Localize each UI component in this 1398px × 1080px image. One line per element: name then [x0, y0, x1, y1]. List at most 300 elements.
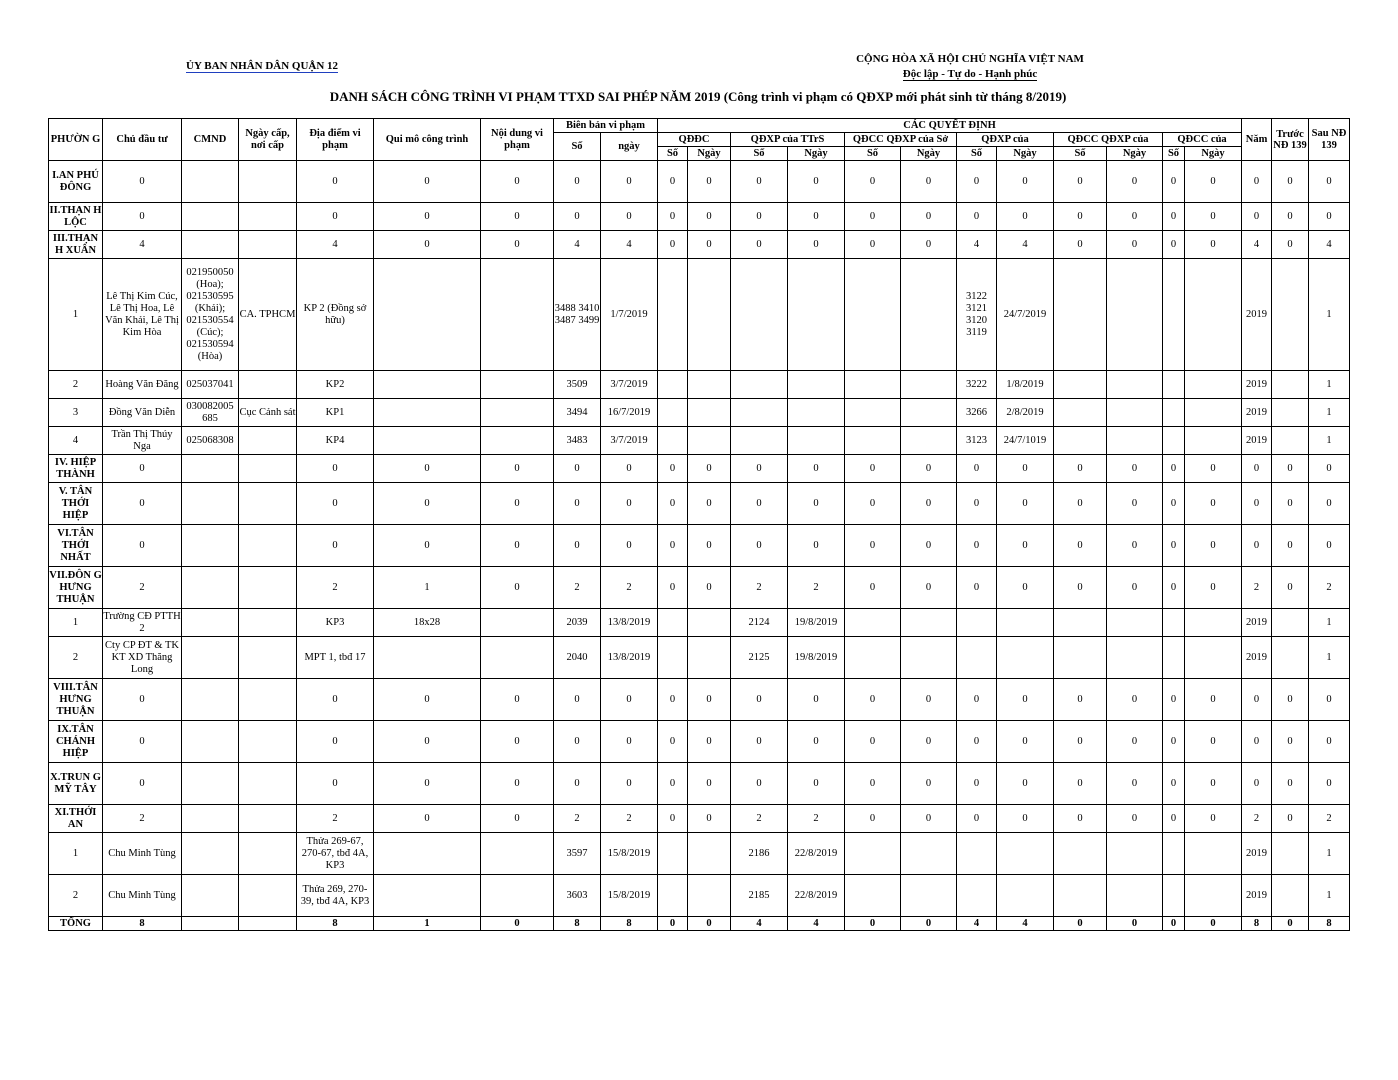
table-cell: II.THẠN H LỘC	[49, 203, 103, 231]
table-cell: 0	[1163, 567, 1185, 609]
table-cell	[901, 399, 957, 427]
table-cell	[901, 609, 957, 637]
table-cell: 0	[1107, 161, 1163, 203]
table-cell	[182, 609, 239, 637]
table-cell: 0	[658, 805, 688, 833]
table-cell: 16/7/2019	[601, 399, 658, 427]
table-cell: 0	[788, 763, 845, 805]
table-cell: 0	[957, 483, 997, 525]
table-cell: 0	[374, 455, 481, 483]
table-cell: 0	[845, 721, 901, 763]
table-cell	[845, 399, 901, 427]
table-cell	[1185, 833, 1242, 875]
table-cell: 0	[688, 763, 731, 805]
table-cell: 0	[688, 231, 731, 259]
table-cell: 4	[601, 231, 658, 259]
col-bb-so: Số	[554, 133, 601, 161]
table-cell: 0	[845, 917, 901, 931]
table-cell: 0	[554, 721, 601, 763]
table-cell	[1107, 399, 1163, 427]
table-cell	[239, 455, 297, 483]
table-cell	[239, 609, 297, 637]
table-cell	[788, 259, 845, 371]
table-cell: 0	[103, 763, 182, 805]
sub-ngay: Ngày	[901, 147, 957, 161]
table-cell: 1	[49, 259, 103, 371]
table-cell	[845, 875, 901, 917]
table-cell: 0	[103, 203, 182, 231]
table-cell	[658, 371, 688, 399]
table-cell	[997, 833, 1054, 875]
table-cell: 0	[731, 231, 788, 259]
table-cell: 18x28	[374, 609, 481, 637]
table-cell: 0	[103, 679, 182, 721]
table-cell	[1107, 427, 1163, 455]
table-cell: 0	[1185, 203, 1242, 231]
table-cell: 2185	[731, 875, 788, 917]
table-cell: 4	[1242, 231, 1272, 259]
table-cell: 0	[731, 525, 788, 567]
col-qdxp-ttrs: QĐXP của TTrS	[731, 133, 845, 147]
col-bien-ban: Biên bản vi phạm	[554, 119, 658, 133]
table-cell: 0	[1107, 567, 1163, 609]
table-cell: 0	[788, 231, 845, 259]
table-cell	[481, 833, 554, 875]
table-cell: 0	[688, 721, 731, 763]
table-cell: 2/8/2019	[997, 399, 1054, 427]
table-cell: 2	[49, 371, 103, 399]
table-cell: 8	[103, 917, 182, 931]
table-cell: 0	[658, 679, 688, 721]
table-cell: 2	[731, 805, 788, 833]
table-cell: 0	[601, 721, 658, 763]
table-cell	[1107, 637, 1163, 679]
table-cell: 025068308	[182, 427, 239, 455]
table-cell: 0	[481, 525, 554, 567]
table-cell	[658, 609, 688, 637]
table-cell	[374, 371, 481, 399]
table-cell: 0	[788, 161, 845, 203]
table-cell	[182, 483, 239, 525]
sub-ngay: Ngày	[997, 147, 1054, 161]
table-cell: 0	[374, 203, 481, 231]
table-cell: 1	[374, 917, 481, 931]
table-cell: 0	[481, 679, 554, 721]
table-cell	[688, 399, 731, 427]
table-cell	[997, 609, 1054, 637]
table-cell: 0	[601, 455, 658, 483]
table-cell	[1163, 833, 1185, 875]
table-cell: 2019	[1242, 637, 1272, 679]
table-cell: 0	[688, 455, 731, 483]
table-cell: 0	[845, 805, 901, 833]
table-cell	[731, 399, 788, 427]
table-cell	[182, 637, 239, 679]
table-cell	[658, 399, 688, 427]
table-cell	[239, 763, 297, 805]
table-cell	[957, 875, 997, 917]
table-cell	[688, 637, 731, 679]
table-cell	[688, 259, 731, 371]
table-cell	[901, 371, 957, 399]
table-cell: VII.ĐÔN G HƯNG THUẬN	[49, 567, 103, 609]
table-cell: 0	[901, 455, 957, 483]
table-cell: 0	[297, 455, 374, 483]
table-cell	[1272, 259, 1309, 371]
table-cell: 8	[601, 917, 658, 931]
table-cell: 0	[481, 763, 554, 805]
table-cell: 2186	[731, 833, 788, 875]
table-cell: 3483	[554, 427, 601, 455]
group-row	[49, 483, 1350, 525]
table-cell: 0	[731, 483, 788, 525]
table-cell: X.TRUN G MỸ TÂY	[49, 763, 103, 805]
table-cell	[1107, 371, 1163, 399]
table-cell: V. TÂN THỚI HIỆP	[49, 483, 103, 525]
table-cell: 0	[688, 483, 731, 525]
table-cell	[1054, 833, 1107, 875]
table-cell: 2	[297, 567, 374, 609]
col-cmnd: CMND	[182, 119, 239, 161]
table-cell	[901, 427, 957, 455]
table-cell: KP2	[297, 371, 374, 399]
table-cell: 0	[845, 567, 901, 609]
table-cell: 0	[1054, 455, 1107, 483]
table-cell: Lê Thị Kim Cúc, Lê Thị Hoa, Lê Văn Khải, Lê Thị Kim Hòa	[103, 259, 182, 371]
table-cell	[688, 833, 731, 875]
table-cell: Cty CP ĐT & TK KT XD Thăng Long	[103, 637, 182, 679]
table-cell: Trần Thị Thúy Nga	[103, 427, 182, 455]
table-cell	[239, 875, 297, 917]
group-row	[49, 455, 1350, 483]
table-cell: 15/8/2019	[601, 833, 658, 875]
group-row	[49, 721, 1350, 763]
table-cell: 3488 3410 3487 3499	[554, 259, 601, 371]
table-cell: 0	[1309, 525, 1350, 567]
table-cell	[239, 483, 297, 525]
group-row	[49, 679, 1350, 721]
table-cell: 0	[1054, 917, 1107, 931]
sub-so: Số	[1054, 147, 1107, 161]
table-cell: 0	[1309, 679, 1350, 721]
table-cell: 0	[374, 231, 481, 259]
table-cell: 4	[997, 231, 1054, 259]
table-cell: 0	[901, 805, 957, 833]
table-cell: 0	[731, 203, 788, 231]
table-cell: 0	[688, 525, 731, 567]
table-cell	[182, 567, 239, 609]
table-cell: 4	[957, 231, 997, 259]
table-cell: 0	[845, 231, 901, 259]
table-cell: 0	[1242, 203, 1272, 231]
table-cell: 0	[658, 721, 688, 763]
table-cell: 13/8/2019	[601, 609, 658, 637]
table-cell: 2	[788, 567, 845, 609]
table-cell: 0	[901, 567, 957, 609]
table-cell: 0	[554, 203, 601, 231]
table-cell: 0	[731, 679, 788, 721]
table-cell: 0	[901, 679, 957, 721]
table-cell: 0	[901, 203, 957, 231]
group-row	[49, 567, 1350, 609]
table-cell: 8	[554, 917, 601, 931]
table-cell	[901, 259, 957, 371]
table-cell: 1	[1309, 609, 1350, 637]
table-cell: 0	[845, 763, 901, 805]
table-cell: 2	[103, 805, 182, 833]
table-cell	[957, 609, 997, 637]
table-cell: 0	[658, 203, 688, 231]
table-cell: 0	[601, 203, 658, 231]
table-cell: 0	[1185, 805, 1242, 833]
table-cell: 2	[601, 805, 658, 833]
table-cell: 0	[1242, 679, 1272, 721]
table-cell: 2	[103, 567, 182, 609]
table-cell	[1185, 399, 1242, 427]
table-cell	[901, 637, 957, 679]
table-cell: 0	[1185, 231, 1242, 259]
table-cell: 0	[688, 805, 731, 833]
col-qddc: QĐĐC	[658, 133, 731, 147]
table-cell: 0	[957, 161, 997, 203]
table-cell	[1272, 609, 1309, 637]
table-cell	[997, 637, 1054, 679]
table-cell: 1	[49, 609, 103, 637]
table-cell: 1	[374, 567, 481, 609]
table-cell: 0	[997, 805, 1054, 833]
table-cell: 2	[1242, 567, 1272, 609]
table-cell	[182, 805, 239, 833]
table-cell: 0	[1242, 483, 1272, 525]
table-cell	[239, 721, 297, 763]
table-cell: 0	[554, 679, 601, 721]
table-cell	[182, 161, 239, 203]
col-qui-mo: Qui mô công trình	[374, 119, 481, 161]
table-cell: 0	[658, 483, 688, 525]
table-cell: 2019	[1242, 371, 1272, 399]
table-cell: 0	[1242, 763, 1272, 805]
table-cell: Chu Minh Tùng	[103, 833, 182, 875]
table-cell: 0	[1163, 483, 1185, 525]
table-cell: 0	[997, 721, 1054, 763]
table-cell	[481, 609, 554, 637]
table-cell: 0	[1309, 161, 1350, 203]
table-cell: 0	[1054, 567, 1107, 609]
table-cell	[1163, 371, 1185, 399]
table-cell: 0	[1272, 805, 1309, 833]
table-cell	[1272, 875, 1309, 917]
table-cell: 0	[554, 525, 601, 567]
table-cell: 0	[1163, 917, 1185, 931]
table-cell: 2	[1309, 567, 1350, 609]
document-title: DANH SÁCH CÔNG TRÌNH VI PHẠM TTXD SAI PHÉP NĂM 2019 (Công trình vi phạm có QĐXP mới phát sinh từ tháng 8/2019)	[329, 89, 1067, 104]
sub-so: Số	[845, 147, 901, 161]
table-cell: 4	[731, 917, 788, 931]
sub-so: Số	[1163, 147, 1185, 161]
table-cell: 0	[1185, 763, 1242, 805]
table-cell: 0	[481, 567, 554, 609]
table-cell: 19/8/2019	[788, 637, 845, 679]
table-cell: 0	[601, 161, 658, 203]
table-cell	[997, 875, 1054, 917]
table-cell: 0	[901, 721, 957, 763]
table-cell	[845, 833, 901, 875]
table-cell: 0	[1163, 679, 1185, 721]
table-cell: 3597	[554, 833, 601, 875]
table-cell: 0	[845, 203, 901, 231]
table-cell: 19/8/2019	[788, 609, 845, 637]
table-cell: 0	[658, 161, 688, 203]
table-cell	[182, 917, 239, 931]
table-cell: 0	[374, 161, 481, 203]
table-cell: 0	[1185, 161, 1242, 203]
table-cell: 2019	[1242, 399, 1272, 427]
table-cell: 0	[658, 567, 688, 609]
table-cell: 2039	[554, 609, 601, 637]
table-cell: 0	[374, 525, 481, 567]
table-cell: 0	[1107, 721, 1163, 763]
group-row	[49, 161, 1350, 203]
table-cell: 0	[658, 763, 688, 805]
col-cac-quyet-dinh: CÁC QUYẾT ĐỊNH	[658, 119, 1242, 133]
table-cell	[1272, 371, 1309, 399]
table-cell: Thửa 269-67, 270-67, tbđ 4A, KP3	[297, 833, 374, 875]
table-cell: 0	[481, 721, 554, 763]
table-cell	[1163, 609, 1185, 637]
table-cell: 0	[1309, 483, 1350, 525]
table-cell: KP 2 (Đồng sở hữu)	[297, 259, 374, 371]
table-cell	[239, 805, 297, 833]
table-cell: 0	[957, 455, 997, 483]
table-cell: 0	[957, 679, 997, 721]
table-cell	[658, 875, 688, 917]
table-cell	[239, 371, 297, 399]
table-cell: 0	[374, 483, 481, 525]
table-cell	[239, 525, 297, 567]
table-cell: 0	[297, 203, 374, 231]
table-cell: 0	[997, 679, 1054, 721]
table-cell: 0	[1163, 805, 1185, 833]
table-cell: 4	[297, 231, 374, 259]
table-cell: 0	[601, 525, 658, 567]
table-cell	[239, 833, 297, 875]
table-cell	[239, 637, 297, 679]
table-cell: 0	[731, 161, 788, 203]
table-cell: 0	[997, 455, 1054, 483]
table-cell: 2	[49, 875, 103, 917]
table-cell	[239, 231, 297, 259]
table-cell: 0	[1272, 455, 1309, 483]
col-chu-dau-tu: Chủ đầu tư	[103, 119, 182, 161]
table-cell: 0	[481, 805, 554, 833]
col-dia-diem: Địa điểm vi phạm	[297, 119, 374, 161]
table-cell: 0	[1107, 455, 1163, 483]
table-cell	[1107, 875, 1163, 917]
table-cell	[1272, 427, 1309, 455]
col-qdcc-qdxp-so: QĐCC QĐXP của Sở	[845, 133, 957, 147]
table-cell: 24/7/2019	[997, 259, 1054, 371]
table-cell: XI.THỚI AN	[49, 805, 103, 833]
table-row	[49, 259, 1350, 371]
table-cell: 4	[49, 427, 103, 455]
table-cell: 22/8/2019	[788, 833, 845, 875]
sub-so: Số	[731, 147, 788, 161]
table-cell: 0	[957, 805, 997, 833]
table-cell: 0	[788, 455, 845, 483]
table-cell: 4	[554, 231, 601, 259]
sub-so: Số	[957, 147, 997, 161]
table-cell	[374, 259, 481, 371]
col-ngay-cap: Ngày cấp, nơi cấp	[239, 119, 297, 161]
table-cell	[901, 875, 957, 917]
table-cell: 0	[1185, 525, 1242, 567]
left-org-header: ỦY BAN NHÂN DÂN QUẬN 12	[186, 60, 339, 72]
table-cell: 0	[103, 721, 182, 763]
table-cell: 4	[997, 917, 1054, 931]
table-cell: 0	[1272, 679, 1309, 721]
sub-so: Số	[658, 147, 688, 161]
table-cell	[688, 427, 731, 455]
table-cell: 0	[1107, 483, 1163, 525]
table-cell: 0	[788, 679, 845, 721]
table-cell: 0	[1107, 203, 1163, 231]
total-row	[49, 917, 1350, 931]
table-cell: MPT 1, tbđ 17	[297, 637, 374, 679]
table-cell: 3266	[957, 399, 997, 427]
table-cell: 0	[901, 483, 957, 525]
table-cell: 0	[997, 483, 1054, 525]
table-cell: 0	[1272, 203, 1309, 231]
table-cell: 0	[957, 525, 997, 567]
table-cell: 0	[688, 679, 731, 721]
table-cell: 0	[1309, 455, 1350, 483]
table-cell	[1185, 609, 1242, 637]
table-cell	[1054, 427, 1107, 455]
col-qdcc-qdxp-cua: QĐCC QĐXP của	[1054, 133, 1163, 147]
table-cell: 0	[901, 231, 957, 259]
table-cell	[374, 833, 481, 875]
table-row	[49, 427, 1350, 455]
table-cell: 0	[481, 161, 554, 203]
table-cell: 3122 3121 3120 3119	[957, 259, 997, 371]
table-cell: 0	[957, 203, 997, 231]
table-cell: IX.TÂN CHÁNH HIỆP	[49, 721, 103, 763]
col-qdcc-cua: QĐCC của	[1163, 133, 1242, 147]
table-cell: 13/8/2019	[601, 637, 658, 679]
table-cell	[374, 399, 481, 427]
table-cell	[239, 567, 297, 609]
col-noi-dung: Nội dung vi phạm	[481, 119, 554, 161]
table-cell: Trường CĐ PTTH 2	[103, 609, 182, 637]
table-cell: 0	[103, 161, 182, 203]
table-cell: 0	[658, 525, 688, 567]
table-cell: 0	[297, 721, 374, 763]
table-cell: 3	[49, 399, 103, 427]
table-cell: 2040	[554, 637, 601, 679]
table-cell: 2	[554, 805, 601, 833]
table-cell	[182, 721, 239, 763]
table-cell: 0	[297, 763, 374, 805]
table-cell	[374, 427, 481, 455]
table-cell	[845, 609, 901, 637]
table-cell	[1054, 875, 1107, 917]
table-cell: 0	[901, 161, 957, 203]
table-cell: 4	[788, 917, 845, 931]
table-cell: 0	[1242, 721, 1272, 763]
table-cell: 24/7/1019	[997, 427, 1054, 455]
table-cell	[1163, 399, 1185, 427]
table-cell	[658, 637, 688, 679]
